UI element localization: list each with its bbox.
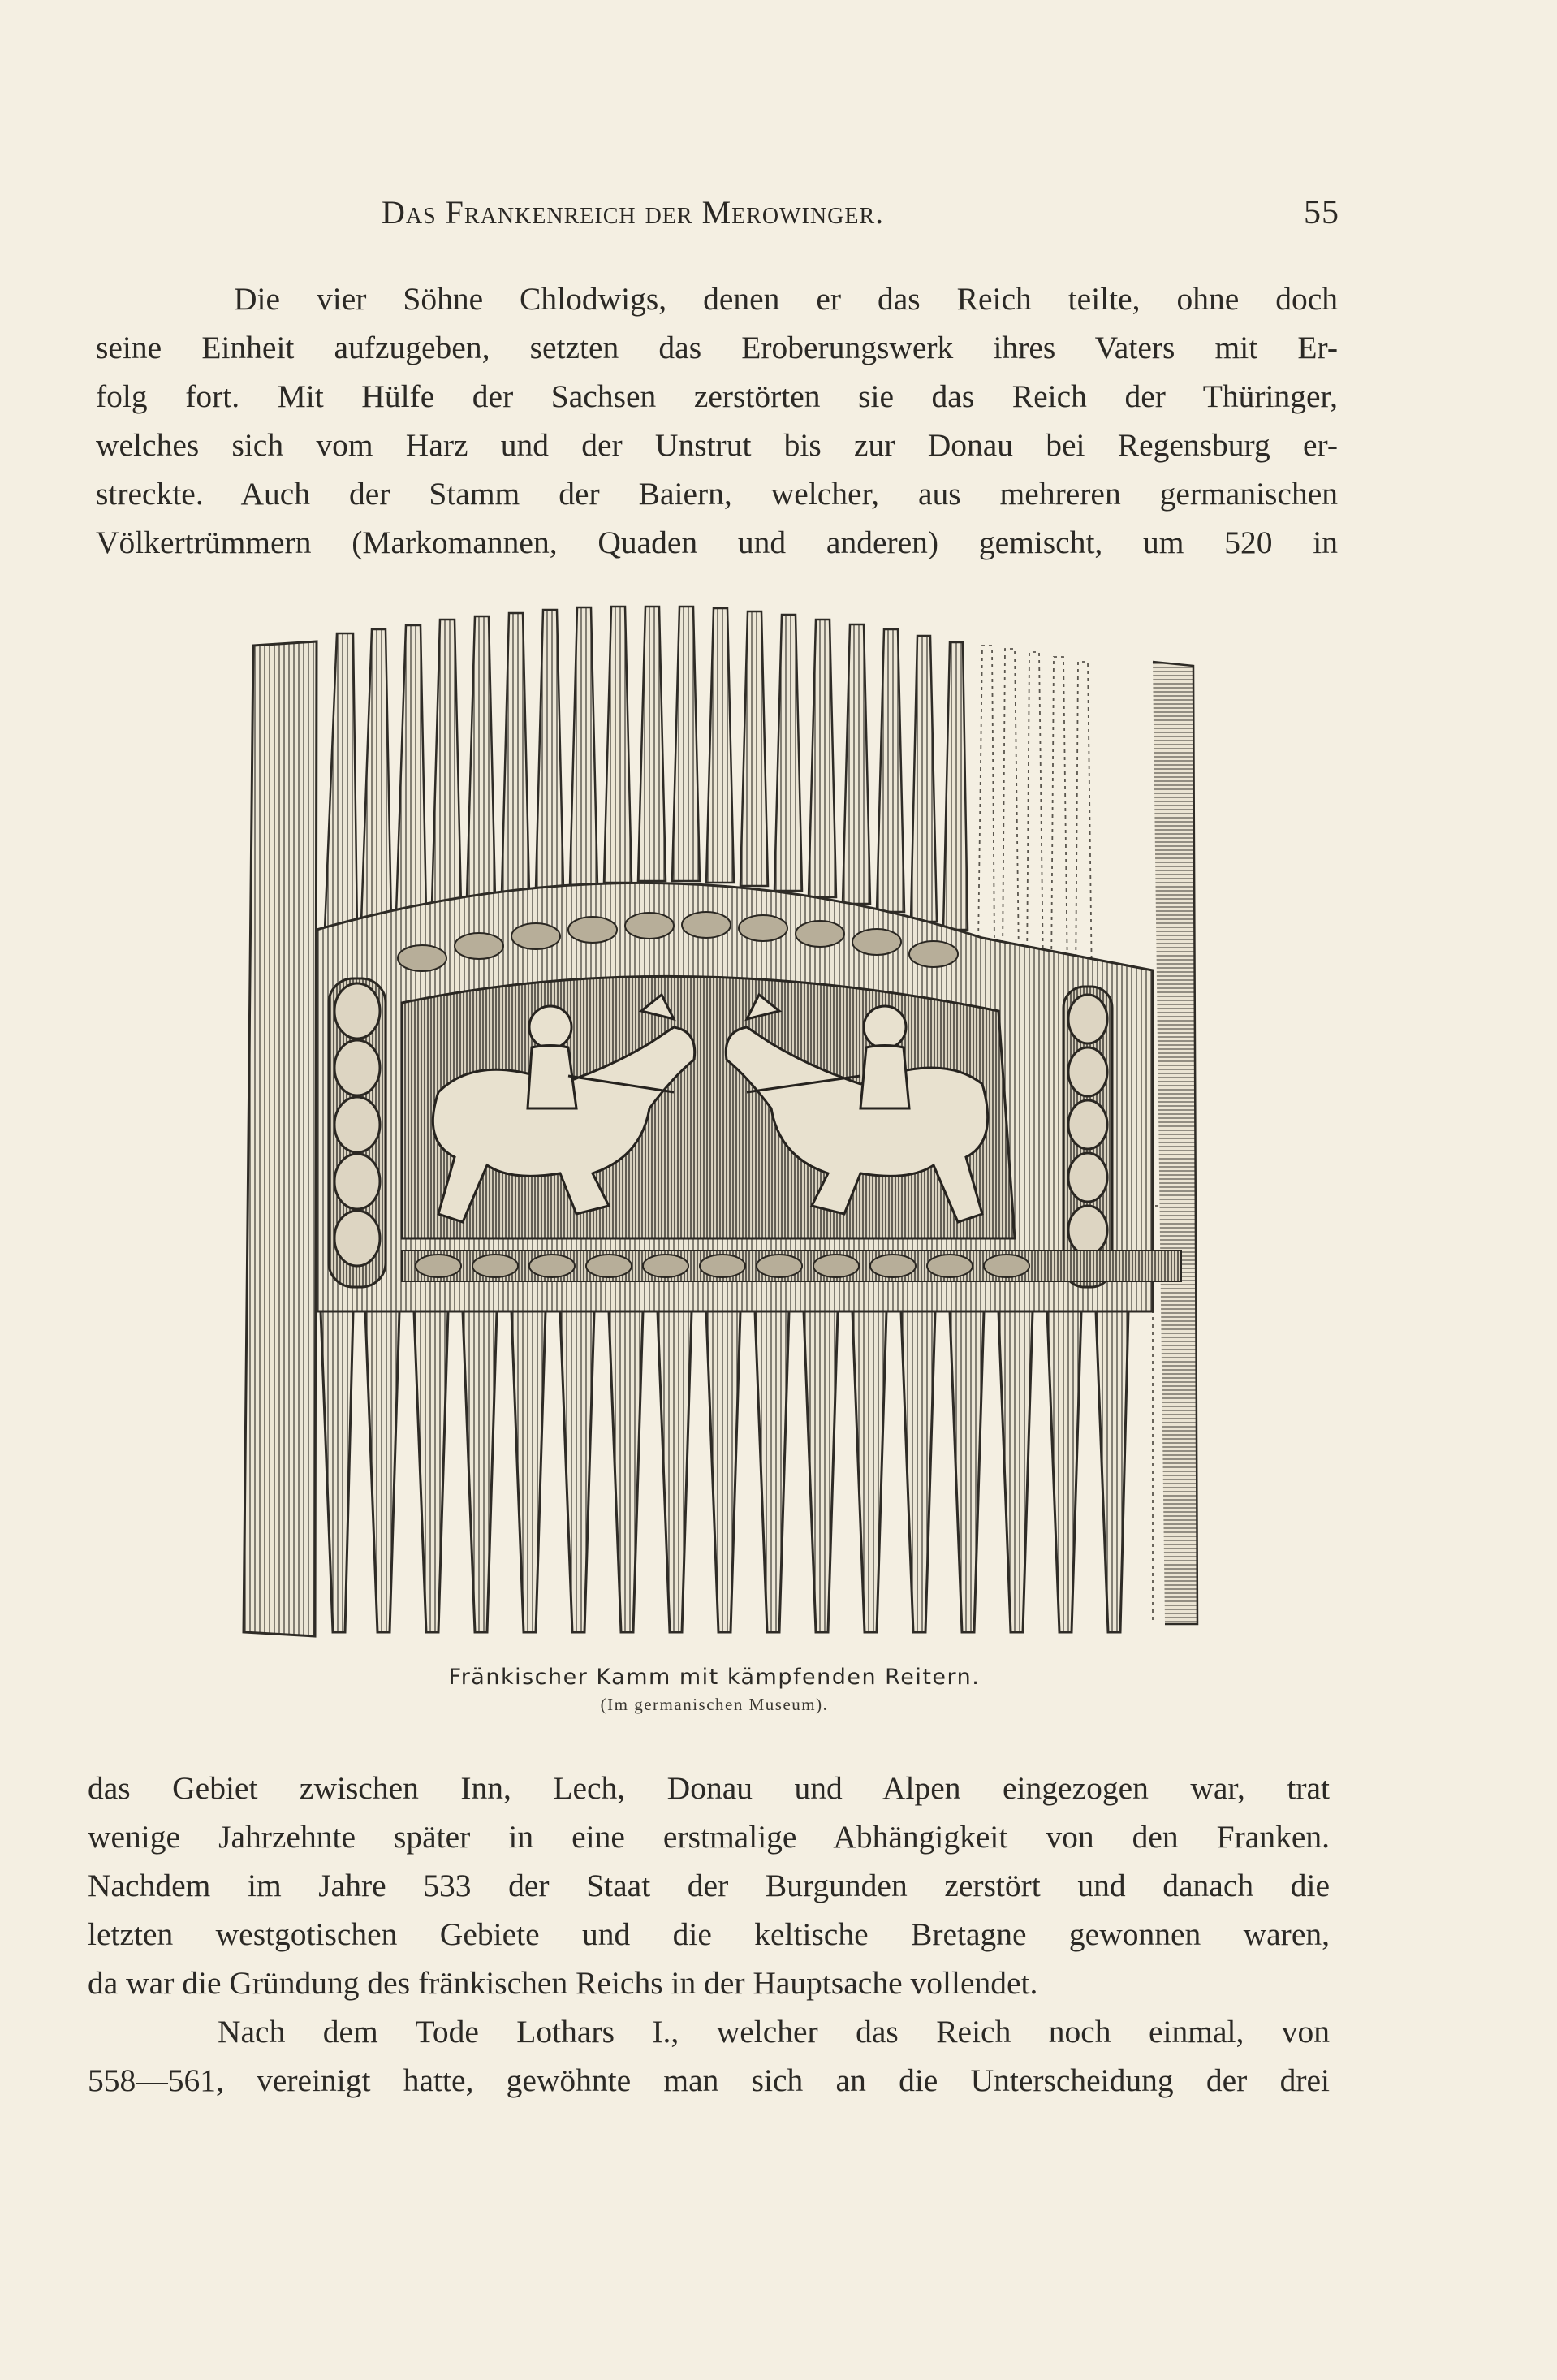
paragraph-top — [96, 274, 1338, 567]
bottom-teeth — [321, 1311, 1128, 1632]
comb-engraving — [219, 589, 1210, 1644]
text-line: Nachdem im Jahre 533 der Staat der Burgunden zerstört und danach die — [88, 1868, 1330, 1903]
text-line: Völkertrümmern (Markomannen, Quaden und anderen) gemischt, um 520 in — [96, 525, 1338, 560]
text-line: das Gebiet zwischen Inn, Lech, Donau und Alpen eingezogen war, trat — [88, 1770, 1330, 1806]
figure-caption — [308, 1665, 1120, 1715]
text-line: Nach dem Tode Lothars I., welcher das Reich noch einmal, von — [218, 2014, 1330, 2050]
left-cable-ornament — [329, 978, 386, 1287]
text-line: da war die Gründung des fränkischen Reichs in der Hauptsache vollendet. — [88, 1965, 1038, 2001]
comb-illustration — [219, 589, 1210, 1644]
running-head — [382, 193, 1339, 242]
text-line: Die vier Söhne Chlodwigs, denen er das Reich teilte, ohne doch — [234, 281, 1338, 317]
caption-source: (Im germanischen Museum). — [600, 1695, 829, 1714]
paragraph-bottom — [88, 1764, 1330, 2105]
text-line: folg fort. Mit Hülfe der Sachsen zerstörten sie das Reich der Thüringer, — [96, 378, 1338, 414]
page-number: 55 — [1304, 194, 1339, 231]
top-teeth — [325, 607, 968, 930]
text-line: wenige Jahrzehnte später in eine erstmalige Abhängigkeit von den Franken. — [88, 1819, 1330, 1855]
text-line: welches sich vom Harz und der Unstrut bis zur Donau bei Regensburg er- — [96, 427, 1338, 463]
right-cable-ornament — [1063, 987, 1112, 1287]
caption-title: Fränkischer Kamm mit kämpfenden Reitern. — [448, 1665, 981, 1690]
text-line: streckte. Auch der Stamm der Baiern, welcher, aus mehreren germanischen — [96, 476, 1338, 512]
bead-row-bottom — [402, 1250, 1181, 1281]
text-line: 558—561, vereinigt hatte, gewöhnte man sich an die Unterscheidung der drei — [88, 2063, 1330, 2098]
text-line: seine Einheit aufzugeben, setzten das Eroberungswerk ihres Vaters mit Er- — [96, 330, 1338, 365]
text-line: letzten westgotischen Gebiete und die keltische Bretagne gewonnen waren, — [88, 1916, 1330, 1952]
running-head-title: Das Frankenreich der Merowinger. — [382, 194, 885, 231]
